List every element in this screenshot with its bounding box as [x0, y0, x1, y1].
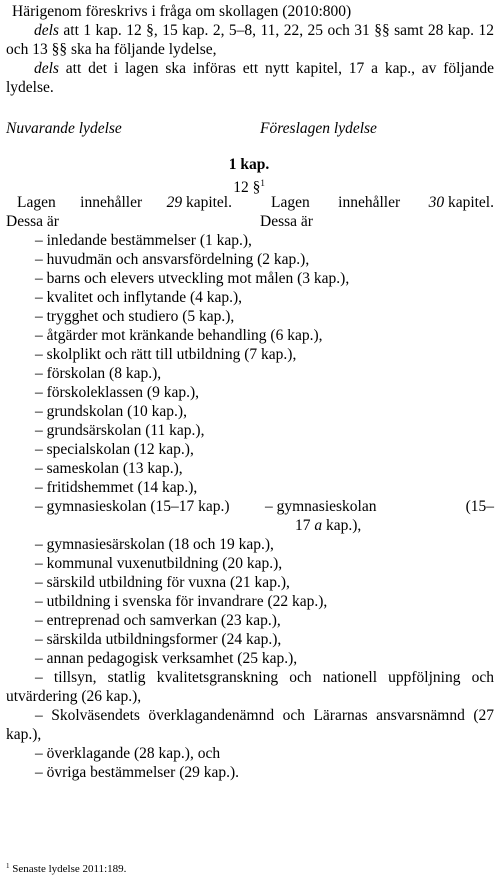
list-item: – grundsärskolan (11 kap.), [35, 422, 205, 439]
gym-proposed-text: – gymnasieskolan [265, 498, 377, 515]
footnote-text: Senaste lydelse 2011:189. [9, 863, 127, 875]
gymnasium-comparison-row [6, 497, 494, 535]
list-item: – särskilda utbildningsformer (24 kap.), [35, 631, 282, 648]
list-item: – kvalitet och inflytande (4 kap.), [35, 289, 243, 306]
word: kapitel. [185, 194, 232, 211]
list-item: – specialskolan (12 kap.), [35, 441, 194, 458]
chapter-title: 1 kap. [228, 156, 270, 173]
word: innehåller [80, 194, 143, 211]
wrapped-text: – Skolväsendets överklagandenämnd och Lärarnas ansvarsnämnd (27 kap.), [6, 707, 494, 743]
dels-word: dels [34, 60, 59, 77]
list-item: – särskild utbildning för vuxna (21 kap.), [35, 574, 290, 591]
heading-proposed: Föreslagen lydelse [260, 120, 377, 137]
list-item: – sameskolan (13 kap.), [35, 460, 183, 477]
gym-letter: a [314, 517, 323, 534]
intro-dels-1 [6, 21, 494, 59]
intro-p2-text: att 1 kap. 12 §, 15 kap. 2, 5–8, 11, 22, 25 och 31 §§ samt 28 kap. 12 och 13 §§ ska ha följande lydelse, [6, 22, 494, 58]
gym-proposed-range: (15– [465, 498, 494, 515]
left-line2: Dessa är [6, 213, 59, 230]
intro-line [6, 2, 494, 21]
count-number: 29 [166, 194, 183, 211]
list-item: – övriga bestämmelser (29 kap.). [35, 764, 240, 781]
right-column [260, 193, 494, 231]
list-item: – huvudmän och ansvarsfördelning (2 kap.), [35, 251, 310, 268]
footnote-mark: 1 [6, 862, 10, 870]
intro-p3-text: att det i lagen ska införas ett nytt kapitel, 17 a kap., av följande lydelse. [6, 60, 494, 96]
list-item: – kommunal vuxenutbildning (20 kap.), [35, 555, 283, 572]
list-item: – utbildning i svenska för invandrare (22 kap.), [35, 593, 328, 610]
list-item-wrapped [6, 706, 494, 744]
word: kapitel. [447, 194, 494, 211]
intro-dels-2 [6, 59, 494, 97]
chapter-count [429, 193, 494, 212]
chapter-list [6, 231, 494, 782]
gym-proposed-cont [295, 516, 361, 535]
list-item: – fritidshemmet (14 kap.), [35, 479, 198, 496]
left-column [6, 193, 232, 231]
list-item: – barns och elevers utveckling mot målen (3 kap.), [35, 270, 350, 287]
list-item: – förskolan (8 kap.), [35, 365, 162, 382]
footnote-ref: 1 [260, 178, 265, 188]
list-item: – skolplikt och rätt till utbildning (7 kap.), [35, 346, 297, 363]
list-item: – åtgärder mot kränkande behandling (6 kap.), [35, 327, 323, 344]
wrapped-text: – tillsyn, statlig kvalitetsgranskning och nationell uppföljning och utvärdering (26 kap.), [6, 669, 494, 705]
chapter-count [167, 193, 232, 212]
word: innehåller [338, 194, 401, 211]
list-item: – annan pedagogisk verksamhet (25 kap.), [35, 650, 298, 667]
gym-current: – gymnasieskolan (15–17 kap.) [35, 498, 230, 515]
right-row [260, 193, 494, 212]
word: Lagen [271, 194, 310, 211]
gym-num: 17 [295, 517, 315, 534]
heading-current: Nuvarande lydelse [6, 120, 122, 137]
dels-word: dels [34, 22, 59, 39]
intro [6, 2, 494, 97]
footnote [6, 860, 126, 876]
list-item: – trygghet och studiero (5 kap.), [35, 308, 235, 325]
list-item: – överklagande (28 kap.), och [35, 745, 221, 762]
left-row [6, 193, 232, 212]
list-item: – grundskolan (10 kap.), [35, 403, 187, 420]
word: Lagen [17, 194, 56, 211]
right-line2: Dessa är [260, 213, 313, 230]
list-item: – inledande bestämmelser (1 kap.), [35, 232, 252, 249]
list-item: – entreprenad och samverkan (23 kap.), [35, 612, 281, 629]
gym-suffix: kap.), [322, 517, 362, 534]
list-item-wrapped [6, 668, 494, 706]
count-number: 30 [428, 194, 445, 211]
list-item: – förskoleklassen (9 kap.), [35, 384, 199, 401]
intro-text: Härigenom föreskrivs i fråga om skollagen (2010:800) [12, 3, 352, 20]
gym-proposed [265, 497, 494, 516]
paragraph-number: 12 § [233, 179, 261, 196]
list-item: – gymnasiesärskolan (18 och 19 kap.), [35, 536, 274, 553]
